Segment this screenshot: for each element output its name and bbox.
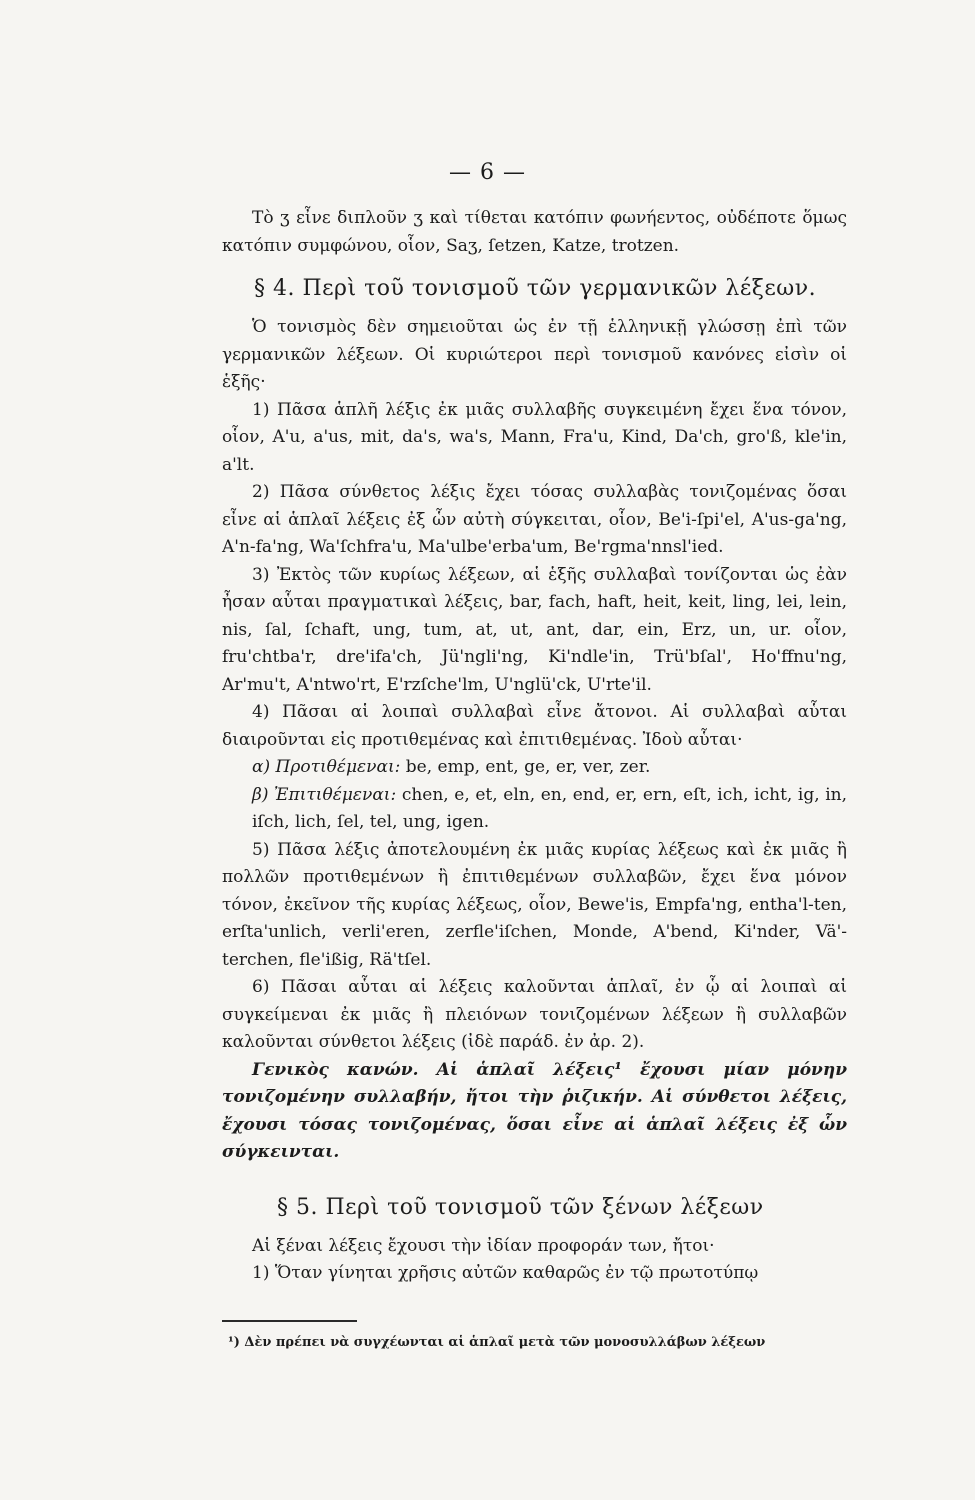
section-5-heading: § 5. Περὶ τοῦ τονισμοῦ τῶν ξένων λέξεων — [277, 1194, 764, 1220]
rule-4: 4) Πᾶσαι αἱ λοιπαὶ συλλαβαὶ εἶνε ἄτονοι. Αἱ συλλαβαὶ αὗται διαιροῦνται εἰς προτιθεμένας καὶ ἐπιτιθεμένας. Ἰδοὺ αὗται· — [222, 702, 847, 750]
rule-4a-label: α) Προτιθέμεναι: — [252, 757, 401, 777]
page-number: — 6 — — [449, 160, 526, 185]
rule-4b-label: β) Ἐπιτιθέμεναι: — [252, 784, 397, 805]
footnote-divider — [222, 1320, 357, 1322]
footnote: ¹) Δὲν πρέπει νὰ συγχέωνται αἱ ἁπλαῖ μετὰ τῶν μονοσυλλάβων λέξεων — [228, 1335, 766, 1350]
section-4-heading: § 4. Περὶ τοῦ τονισμοῦ τῶν γερμανικῶν λέξεων. — [254, 276, 817, 301]
rule-2: 2) Πᾶσα σύνθετος λέξις ἔχει τόσας συλλαβὰς τονιζομένας ὅσαι εἶνε αἱ ἁπλαῖ λέξεις ἐξ ὧν αὐτὴ σύγκειται, οἷον, Be'i-ſpi'el, A'us-ga'ng, A'n-fa'ng, Wa'ſchfra'u, Ma'ulbe'erba'um, Be'rgma'nnsl'ied. — [222, 482, 847, 557]
rule-4b-text: chen, e, et, eln, en, end, er, ern, eſt, ich, icht, ig, in, iſch, lich, ſel, tel, ung, igen. — [252, 784, 848, 832]
section-5-intro: Αἱ ξέναι λέξεις ἔχουσι τὴν ἰδίαν προφοράν των, ἤτοι· — [252, 1235, 715, 1256]
rule-4b — [222, 782, 847, 837]
rule-4a-text: be, emp, ent, ge, er, ver, zer. — [405, 757, 651, 777]
section-5-rule-1: 1) Ὅταν γίνηται χρῆσις αὐτῶν καθαρῶς ἐν τῷ πρωτοτύπῳ — [252, 1263, 759, 1283]
section-4-intro: Ὁ τονισμὸς δὲν σημειοῦται ὡς ἐν τῇ ἑλληνικῇ γλώσσῃ ἐπὶ τῶν γερμανικῶν λέξεων. Οἱ κυριώτεροι περὶ τονισμοῦ κανόνες εἰσὶν οἱ ἑξῆς· — [222, 317, 847, 392]
rule-5: 5) Πᾶσα λέξις ἀποτελουμένη ἐκ μιᾶς κυρίας λέξεως καὶ ἐκ μιᾶς ἢ πολλῶν προτιθεμένων ἢ ἐπιτιθεμένων συλλαβῶν, ἔχει ἕνα μόνον τόνον, ἐκεῖνον τῆς κυρίας λέξεως, οἷον, Bewe'is, Empfa'ng, entha'l-ten, erſta'unlich, verli'eren, zerfle'iſchen, Mondе, A'bend, Ki'nder, Vä'-terchen, fle'ißig, Rä'tſel. — [222, 839, 847, 970]
rule-3: 3) Ἐκτὸς τῶν κυρίως λέξεων, αἱ ἑξῆς συλλαβαὶ τονίζονται ὡς ἐὰν ἦσαν αὗται πραγματικαὶ λέξεις, bar, fach, haft, heit, keit, ling, lei, lein, nis, ſal, ſchaft, ung, tum, at, ut, ant, dar, ein, Erz, un, ur. οἷον, fru'chtba'r, dre'ifa'ch, Jü'ngli'ng, Ki'ndle'in, Trü'bſal', Ho'ffnu'ng, Ar'mu't, A'ntwo'rt, E'rzſche'lm, U'nglü'ck, U'rte'il. — [222, 564, 847, 695]
intro-paragraph: Τὸ ʒ εἶνε διπλοῦν ʒ καὶ τίθεται κατόπιν φωνήεντος, οὐδέποτε ὅμως κατόπιν συμφώνου, οἷον, Saʒ, ſetzen, Katze, trotzen. — [222, 208, 847, 256]
rule-6: 6) Πᾶσαι αὗται αἱ λέξεις καλοῦνται ἁπλαῖ, ἐν ᾧ αἱ λοιπαὶ αἱ συγκείμεναι ἐκ μιᾶς ἢ πλειόνων τονιζομένων λέξεων ἢ συλλαβῶν καλοῦνται σύνθετοι λέξεις (ἰδὲ παράδ. ἐν ἀρ. 2). — [222, 977, 847, 1052]
general-rule: Γενικὸς κανών. Αἱ ἁπλαῖ λέξεις¹ ἔχουσι μίαν μόνην τονιζομένην συλλαβήν, ἤτοι τὴν ῥιζικήν. Αἱ σύνθετοι λέξεις, ἔχουσι τόσας τονιζομένας, ὅσαι εἶνε αἱ ἁπλαῖ λέξεις ἐξ ὧν σύγκεινται. — [222, 1059, 847, 1162]
rule-1: 1) Πᾶσα ἁπλῆ λέξις ἐκ μιᾶς συλλαβῆς συγκειμένη ἔχει ἕνα τόνον, οἷον, A'u, a'us, mit, da's, wa's, Mann, Fra'u, Kind, Da'ch, gro'ß, kle'in, a'lt. — [222, 399, 847, 475]
page-content — [222, 205, 847, 1288]
rule-4a — [222, 754, 847, 782]
